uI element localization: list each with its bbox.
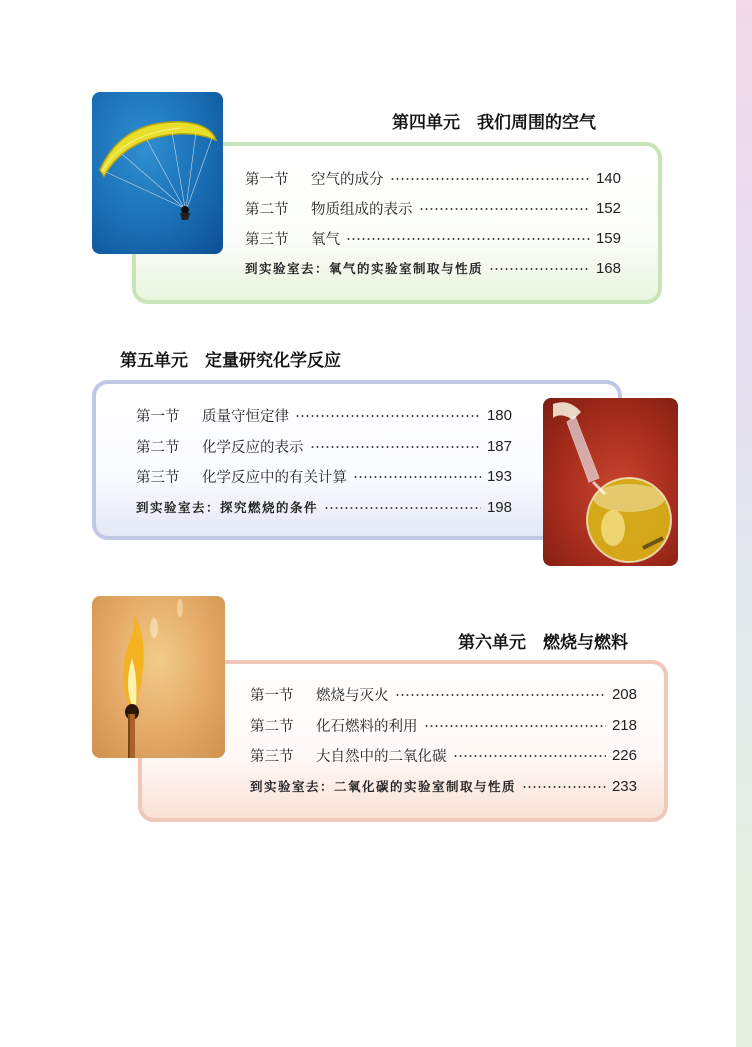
section-title: 化学反应的表示	[202, 439, 304, 456]
section-number: 第三节	[136, 469, 180, 486]
page-number: 140	[595, 169, 621, 187]
toc-entry[interactable]	[250, 683, 637, 705]
page-number: 193	[486, 467, 512, 485]
side-color-strip	[736, 0, 752, 1047]
section-title: 氧气	[311, 231, 340, 248]
page-number: 226	[611, 746, 637, 764]
section-number: 第三节	[245, 231, 289, 248]
section-title: 物质组成的表示	[311, 201, 413, 218]
toc-entry[interactable]	[245, 167, 621, 189]
section-title: 化石燃料的利用	[316, 718, 418, 735]
dot-leader	[453, 755, 606, 757]
page-number: 152	[595, 199, 621, 217]
section-title: 化学反应中的有关计算	[202, 469, 347, 486]
page-number: 168	[595, 259, 621, 277]
lab-title: 到实验室去：探究燃烧的条件	[136, 500, 319, 515]
section-number: 第三节	[250, 748, 294, 765]
flask-photo	[543, 398, 678, 566]
toc-entry[interactable]	[136, 465, 512, 487]
section-number: 第一节	[250, 687, 294, 704]
page-number: 159	[595, 229, 621, 247]
dot-leader	[390, 178, 590, 180]
section-number: 第二节	[245, 201, 289, 218]
section-number: 第二节	[136, 439, 180, 456]
lab-entry[interactable]	[245, 257, 621, 279]
section-number: 第一节	[245, 171, 289, 188]
dot-leader	[489, 268, 590, 270]
section-title: 燃烧与灭火	[316, 687, 389, 704]
lab-title: 到实验室去：二氧化碳的实验室制取与性质	[250, 779, 517, 794]
unit-6-title: 第六单元 燃烧与燃料	[458, 633, 628, 653]
dot-leader	[295, 415, 481, 417]
dot-leader	[522, 786, 606, 788]
toc-entry[interactable]	[250, 714, 637, 736]
unit-5-title: 第五单元 定量研究化学反应	[120, 351, 341, 371]
page-number: 218	[611, 716, 637, 734]
page-number: 180	[486, 406, 512, 424]
paraglider-photo	[92, 92, 223, 254]
dot-leader	[419, 208, 590, 210]
unit-4-title: 第四单元 我们周围的空气	[392, 113, 596, 133]
lab-entry[interactable]	[136, 496, 512, 518]
section-title: 空气的成分	[311, 171, 384, 188]
dot-leader	[424, 725, 606, 727]
toc-entry[interactable]	[136, 435, 512, 457]
page-number: 233	[611, 777, 637, 795]
dot-leader	[324, 507, 481, 509]
page-number: 187	[486, 437, 512, 455]
lab-entry[interactable]	[250, 775, 637, 797]
toc-entry[interactable]	[245, 227, 621, 249]
section-number: 第二节	[250, 718, 294, 735]
match-flame-photo	[92, 596, 225, 758]
toc-entry[interactable]	[245, 197, 621, 219]
dot-leader	[353, 476, 481, 478]
dot-leader	[395, 694, 606, 696]
dot-leader	[346, 238, 590, 240]
dot-leader	[310, 446, 481, 448]
toc-entry[interactable]	[136, 404, 512, 426]
section-number: 第一节	[136, 408, 180, 425]
lab-title: 到实验室去：氧气的实验室制取与性质	[245, 261, 484, 276]
section-title: 质量守恒定律	[202, 408, 289, 425]
page-number: 208	[611, 685, 637, 703]
toc-entry[interactable]	[250, 744, 637, 766]
section-title: 大自然中的二氧化碳	[316, 748, 447, 765]
page-number: 198	[486, 498, 512, 516]
